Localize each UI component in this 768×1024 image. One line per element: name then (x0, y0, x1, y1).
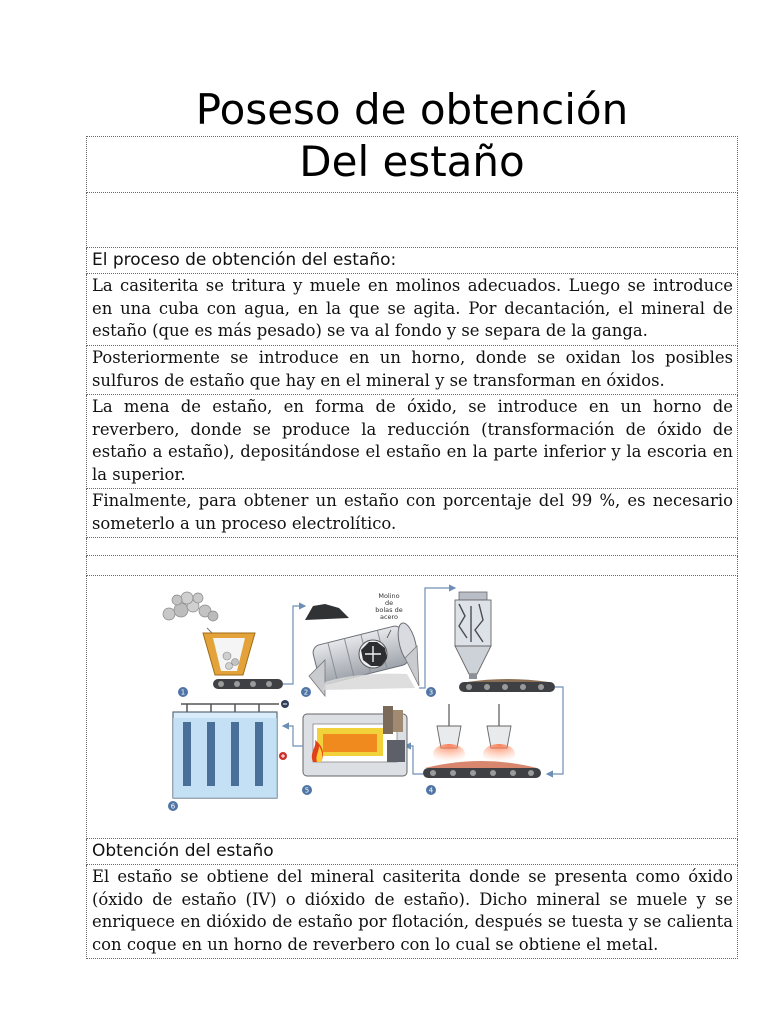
step-1-badge (178, 687, 188, 697)
flow-arrow (419, 588, 455, 688)
title-row (87, 137, 738, 193)
step-3-badge (426, 687, 436, 697)
svg-text:Molino: Molino (378, 592, 400, 600)
section-heading-row (87, 839, 738, 865)
electrolytic-cell-icon (173, 700, 289, 798)
step-2-badge (301, 687, 311, 697)
paragraph-electrolisis: Finalmente, para obtener un estaño con porcentaje del 99 %, es necesario someterlo a un proceso electrolítico. (92, 491, 733, 533)
ball-mill-icon (305, 604, 420, 696)
paragraph-reduccion: La mena de estaño, en forma de óxido, se introduce en un horno de reverbero, donde se produce la reducción (transformación de óxido de estaño a estaño), depositándose el estaño en la parte inferior y la escoria en la superior. (92, 397, 733, 484)
section-heading-row (87, 248, 738, 274)
heat-lamp-icon (433, 704, 515, 764)
paragraph-trituracion: La casiterita se tritura y muele en molinos adecuados. Luego se introduce en una cuba con agua, en la que se agita. Por decantación, el mineral de estaño (que es más pesado) se va al fondo y se separa de la ganga. (92, 276, 733, 340)
flow-arrow (283, 726, 303, 746)
empty-row (87, 193, 738, 248)
roasting-conveyor (423, 761, 541, 778)
paragraph-row (87, 346, 738, 395)
paragraph-row (87, 489, 738, 538)
crusher-hopper-icon (163, 592, 283, 689)
svg-text:de: de (384, 599, 394, 607)
svg-text:5: 5 (304, 786, 310, 795)
svg-text:4: 4 (428, 786, 434, 795)
flow-arrow (405, 746, 423, 774)
paragraph-row (87, 395, 738, 489)
flotation-tank-icon (455, 592, 555, 692)
title-line-1: Poseso de obtención (195, 85, 629, 134)
process-diagram (87, 576, 730, 834)
paragraph-row (87, 274, 738, 346)
svg-text:6: 6 (170, 802, 176, 811)
step-4-badge (426, 785, 436, 795)
flow-arrow (283, 606, 305, 684)
step-5-badge (302, 785, 312, 795)
content-table (86, 136, 738, 959)
step-6-badge (168, 801, 178, 811)
title-line-2: Del estaño (299, 137, 525, 186)
svg-text:acero: acero (379, 613, 399, 621)
diagram-row (87, 576, 738, 839)
paragraph-casiterita: El estaño se obtiene del mineral casiterita donde se presenta como óxido (óxido de estaño (IV) o dióxido de estaño). Dicho mineral se muele y se enriquece en dióxido de estaño por flotación, después se tuesta y se calienta con coque en un horno de reverbero con lo cual se obtiene el metal. (92, 867, 733, 954)
svg-text:bolas de: bolas de (375, 606, 403, 614)
flow-arrow (547, 687, 563, 774)
rock-pile-icon (163, 592, 218, 621)
svg-text:3: 3 (428, 688, 434, 697)
reverberatory-furnace-icon (303, 706, 407, 776)
svg-text:1: 1 (180, 688, 186, 697)
empty-row (87, 556, 738, 576)
section-heading-obtencion: Obtención del estaño (92, 841, 274, 861)
paragraph-oxidacion: Posteriormente se introduce en un horno, donde se oxidan los posibles sulfuros de estaño que hay en el mineral y se transforman en óxidos. (92, 348, 733, 390)
empty-row (87, 538, 738, 556)
section-heading-proceso: El proceso de obtención del estaño: (92, 250, 397, 270)
paragraph-row (87, 865, 738, 959)
svg-text:2: 2 (303, 688, 309, 697)
